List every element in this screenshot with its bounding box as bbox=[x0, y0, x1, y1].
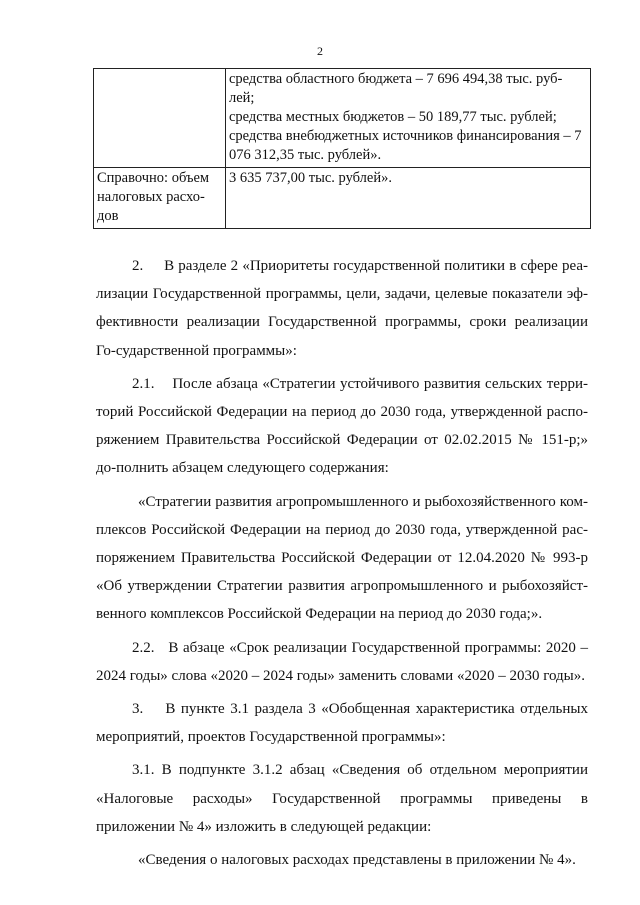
paragraph-item-2-1: 2.1. После абзаца «Стратегии устойчивого развития сельских терри-торий Российской Федерации на период до 2030 года, утвержденной распо-ряжением Правительства Российской Федерации от 02.02.2015 № 151-р;» до-полнить абзацем следующего содержания: bbox=[96, 375, 588, 477]
budget-table bbox=[93, 68, 591, 229]
table-cell-value bbox=[226, 69, 591, 168]
table-cell-label bbox=[94, 69, 226, 168]
table-row bbox=[94, 168, 591, 229]
table-cell-line: 3 635 737,00 тыс. рублей». bbox=[229, 170, 392, 186]
page-number: 2 bbox=[317, 44, 323, 58]
table-cell-line: средства местных бюджетов – 50 189,77 тыс. рублей; bbox=[229, 109, 557, 125]
document-body bbox=[96, 252, 588, 879]
paragraph-item-2-2: 2.2. В абзаце «Срок реализации Государственной программы: 2020 – 2024 годы» слова «2020 – 2024 годы» заменить словами «2020 – 2030 годы». bbox=[96, 639, 588, 684]
table-cell-line: средства областного бюджета – 7 696 494,38 тыс. руб-лей; bbox=[229, 71, 563, 106]
table-cell-label: Справочно: объем налоговых расхо-дов bbox=[94, 168, 226, 229]
paragraph-item-3: 3. В пункте 3.1 раздела 3 «Обобщенная характеристика отдельных мероприятий, проектов Государственной программы»: bbox=[96, 701, 588, 746]
table-cell-value bbox=[226, 168, 591, 229]
table-cell-line: средства внебюджетных источников финансирования – 7 076 312,35 тыс. рублей». bbox=[229, 128, 582, 163]
paragraph-item-3-1: 3.1. В подпункте 3.1.2 абзац «Сведения об отдельном мероприятии «Налоговые расходы» Государственной программы приведены в приложении № 4» изложить в следующей редакции: bbox=[96, 762, 588, 835]
paragraph-quote-tax: «Сведения о налоговых расходах представлены в приложении № 4». bbox=[138, 852, 576, 869]
table-row bbox=[94, 69, 591, 168]
paragraph-item-2: 2. В разделе 2 «Приоритеты государственной политики в сфере реа-лизации Государственной программы, цели, задачи, целевые показатели эф-фективности реализации Государственной программы, сроки реализации Го-сударственной программы»: bbox=[96, 258, 588, 359]
paragraph-quote-strategy: «Стратегии развития агропромышленного и рыбохозяйственного ком-плексов Российской Федерации на период до 2030 года, утвержденной рас-поряжением Правительства Российской Федерации от 12.04.2020 № 993-р «Об утверждении Стратегии развития агропромышленного и рыбохозяйст-венного комплексов Российской Федерации на период до 2030 года;». bbox=[96, 493, 588, 623]
